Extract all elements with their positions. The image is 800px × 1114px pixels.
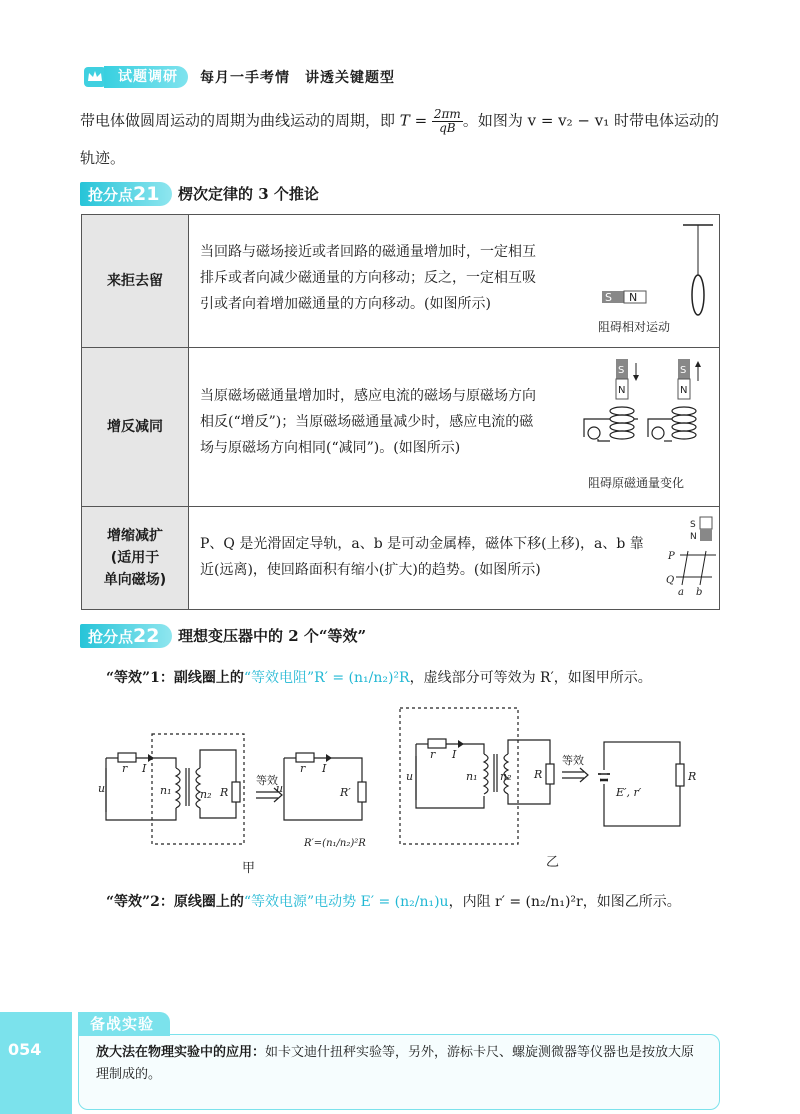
header-subtitle: 每月一手考情 讲透关键题型 (200, 70, 395, 86)
svg-text:u: u (98, 782, 106, 795)
row-label-1: 来拒去留 (82, 215, 189, 347)
caption-jia: 甲 (242, 861, 256, 876)
svg-text:S: S (618, 365, 625, 376)
intro-line-2: 轨迹。 (80, 149, 126, 167)
header-tag: 试题调研 (104, 66, 188, 88)
section-22-badge: 抢分点22 (80, 624, 172, 648)
svg-text:u: u (406, 770, 414, 783)
section-22-title: 理想变压器中的 2 个“等效” (178, 627, 367, 645)
svg-text:S: S (680, 365, 687, 376)
rails-magnet-figure (666, 511, 718, 607)
caption-yi: 乙 (546, 855, 560, 870)
row-text-1: 当回路与磁场接近或者回路的磁通量增加时，一定相互 排斥或者向减少磁通量的方向移动；反之，一定相互吸 引或者向着增加磁通量的方向移动。(如图所示) (200, 244, 536, 312)
svg-text:Q: Q (666, 575, 675, 586)
equivalence-2: “等效”2：原线圈上的“等效电源”电动势 E′ = (n₂/n₁)u，内阻 r′ = (n₂/n₁)²r，如图乙所示。 (106, 894, 681, 910)
section-21-title: 楞次定律的 3 个推论 (178, 185, 319, 203)
svg-text:r: r (430, 748, 436, 761)
svg-text:u: u (276, 782, 284, 795)
svg-text:S: S (690, 520, 696, 530)
svg-text:N: N (680, 385, 688, 396)
svg-text:r: r (122, 762, 128, 775)
intro-line-1: 带电体做圆周运动的周期为曲线运动的周期，即 T = $\frac{2\pi m}{qB}$ 。如图为 v = v₂ − v₁ 时带电体运动的 (80, 107, 720, 135)
svg-text:R′=(n₁/n₂)²R: R′=(n₁/n₂)²R (304, 838, 366, 849)
svg-text:P: P (668, 551, 675, 562)
row-text-2: 当原磁场磁通量增加时，感应电流的磁场与原磁场方向 相反(“增反”)；当原磁场磁通量减少时，感应电流的磁 场与原磁场方向相同(“减同”)。(如图所示) (200, 388, 536, 456)
crown-icon (84, 67, 106, 87)
svg-text:I: I (452, 748, 457, 761)
svg-text:等效: 等效 (256, 774, 278, 787)
svg-text:R′: R′ (340, 786, 351, 799)
svg-text:n₂: n₂ (500, 770, 512, 783)
lenz-table (81, 214, 720, 610)
svg-text:b: b (696, 587, 703, 598)
tip-tab: 备战实验 (78, 1012, 170, 1036)
svg-text:R: R (534, 768, 543, 781)
equivalence-1: “等效”1：副线圈上的“等效电阻”R′ = (n₁/n₂)²R，虚线部分可等效为 R′，如图甲所示。 (106, 670, 652, 686)
svg-text:N: N (690, 532, 697, 542)
svg-text:n₁: n₁ (160, 784, 172, 797)
svg-text:I: I (142, 762, 147, 775)
coil-magnet-figure (578, 353, 718, 503)
page-number: 054 (8, 1040, 42, 1059)
svg-text:N: N (629, 291, 638, 304)
section-21-badge: 抢分点21 (80, 182, 172, 206)
svg-text:S: S (605, 291, 612, 304)
row-text-3: P、Q 是光滑固定导轨，a、b 是可动金属棒，磁体下移(上移)，a、b 靠 近(远离)，使回路面积有缩小(扩大)的趋势。(如图所示) (200, 536, 644, 578)
figure-jia (96, 706, 386, 880)
svg-text:R: R (688, 770, 697, 783)
page-side-strip (0, 1012, 72, 1114)
svg-text:I: I (322, 762, 327, 775)
row-label-2: 增反减同 (82, 348, 189, 506)
svg-text:等效: 等效 (562, 754, 584, 767)
svg-text:R: R (220, 786, 229, 799)
svg-text:r: r (300, 762, 306, 775)
svg-text:E′, r′: E′, r′ (616, 786, 642, 799)
tip-text: 放大法在物理实验中的应用：如卡文迪什扭秤实验等，另外，游标卡尺、螺旋测微器等仪器也是按放大原理制成的。 (96, 1045, 695, 1082)
svg-text:N: N (618, 385, 626, 396)
pendulum-magnet-figure (588, 219, 718, 345)
figure-yi (398, 704, 704, 880)
svg-text:a: a (678, 587, 684, 598)
svg-text:n₂: n₂ (200, 788, 212, 801)
svg-text:n₁: n₁ (466, 770, 478, 783)
caption-1: 阻碍相对运动 (598, 320, 671, 334)
caption-2: 阻碍原磁通量变化 (588, 476, 685, 490)
row-label-3: 增缩减扩 (适用于 单向磁场) (82, 507, 189, 609)
